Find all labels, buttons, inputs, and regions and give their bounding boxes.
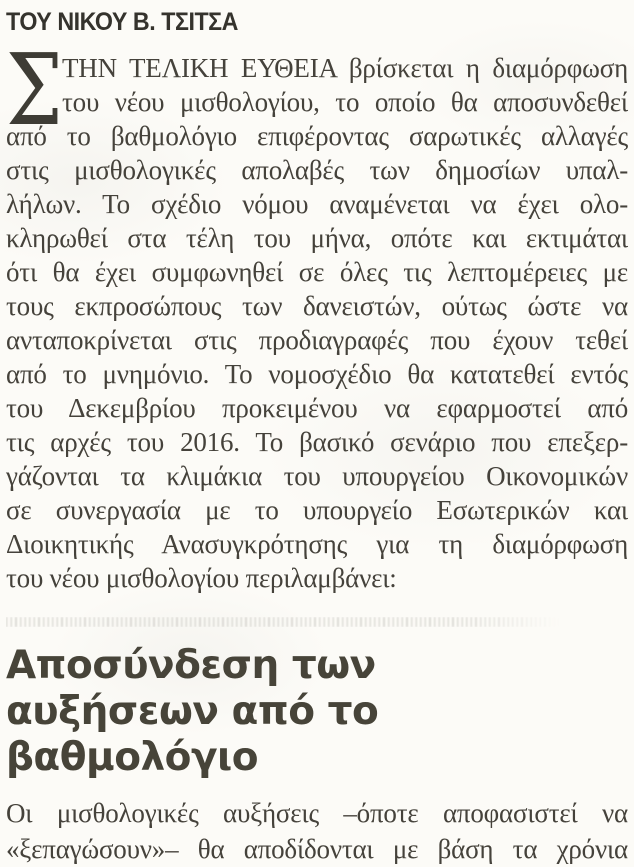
- drop-cap: Σ: [6, 34, 63, 148]
- second-paragraph: [6, 795, 628, 867]
- paragraph-line: κληρωθεί στα τέλη του μήνα, οπότε και εκτιμάται: [6, 223, 628, 253]
- paragraph-line: ανταποκρίνεται στις προδιαγραφές που έχουν τεθεί: [6, 325, 628, 355]
- paragraph-line: του νέου μισθολογίου περιλαμβάνει:: [6, 563, 397, 593]
- paragraph-line: του Δεκεμβρίου προκειμένου να εφαρμοστεί από: [6, 393, 628, 423]
- paragraph-line: ΤΗΝ ΤΕΛΙΚΗ ΕΥΘΕΙΑ βρίσκεται η διαμόρφωση: [62, 53, 628, 83]
- lead-paragraph: [6, 34, 628, 595]
- paragraph-line: τις αρχές του 2016. Το βασικό σενάριο που επεξερ-: [6, 427, 628, 457]
- paragraph-line: στις μισθολογικές απολαβές των δημοσίων υπαλ-: [6, 155, 628, 185]
- section-divider: [6, 617, 566, 627]
- paragraph-line: «ξεπαγώσουν»– θα αποδίδονται με βάση τα χρόνια: [6, 834, 628, 864]
- paragraph-line: ότι θα έχει συμφωνηθεί σε όλες τις λεπτομέρειες με: [6, 257, 628, 287]
- paragraph-line: Διοικητικής Ανασυγκρότησης για τη διαμόρφωση: [6, 529, 628, 559]
- paragraph-line: Οι μισθολογικές αυξήσεις –όποτε αποφασιστεί να: [6, 798, 628, 828]
- byline: ΤΟΥ ΝΙΚΟΥ Β. ΤΣΙΤΣΑ: [6, 8, 239, 36]
- paragraph-line: από το μνημόνιο. Το νομοσχέδιο θα κατατεθεί εντός: [6, 359, 628, 389]
- paragraph-line: γάζονται τα κλιμάκια του υπουργείου Οικονομικών: [6, 461, 628, 491]
- paragraph-line: από το βαθμολόγιο επιφέροντας σαρωτικές αλλαγές: [6, 121, 628, 151]
- paragraph-line: τους εκπροσώπους των δανειστών, ούτως ώστε να: [6, 291, 628, 321]
- paragraph-line: του νέου μισθολογίου, το οποίο θα αποσυνδεθεί: [62, 87, 628, 117]
- paragraph-line: σε συνεργασία με το υπουργείο Εσωτερικών και: [6, 495, 628, 525]
- subheading: Αποσύνδεση των αυξήσεων από το βαθμολόγιο: [6, 643, 379, 780]
- paragraph-line: λήλων. Το σχέδιο νόμου αναμένεται να έχει ολο-: [6, 189, 628, 219]
